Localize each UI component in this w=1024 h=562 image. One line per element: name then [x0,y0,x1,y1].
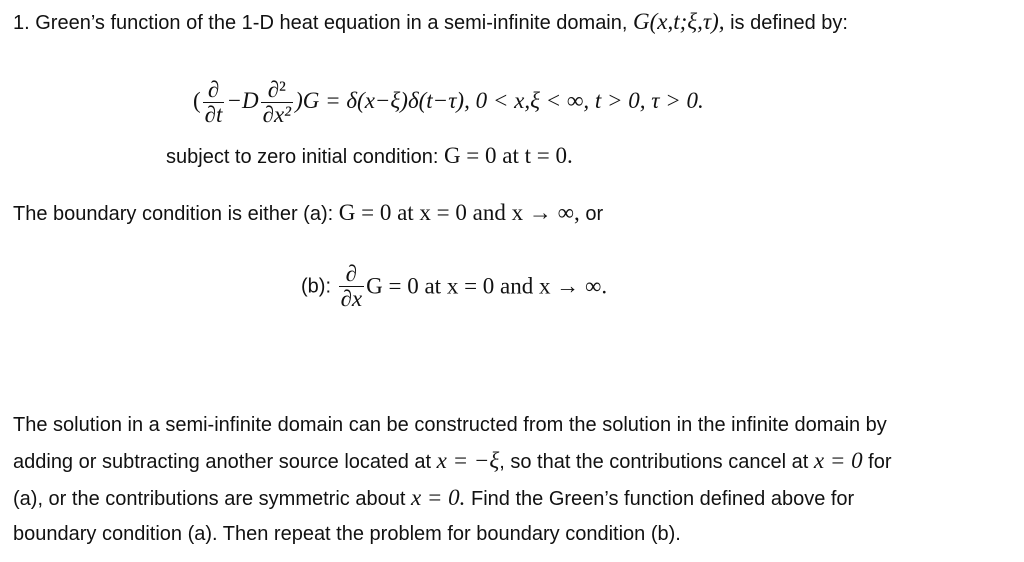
paragraph-text-2a: adding or subtracting another source located at [13,451,432,473]
space-derivative-fraction [261,78,293,127]
boundary-condition-b-line [301,262,607,311]
diffusion-coefficient: −D [226,87,259,113]
space-derivative-numerator: ∂² [261,78,293,103]
open-paren: ( [193,87,201,113]
source-location-math: x = −ξ [436,448,500,473]
paragraph-text-3b: Find the Green’s function defined above for [471,488,855,510]
equation-rhs: )G = δ(x−ξ)δ(t−τ), 0 < x,ξ < ∞, t > 0, τ > 0. [295,87,704,113]
paragraph-text-3a: (a), or the contributions are symmetric about [13,488,406,510]
time-derivative-numerator: ∂ [203,78,225,103]
paragraph-line-3 [13,486,854,511]
boundary-condition-text: The boundary condition is either (a): [13,203,334,225]
symmetry-location-math: x = 0. [410,485,466,510]
initial-condition-label: subject to zero initial condition: [166,146,439,168]
boundary-condition-or: or [585,203,604,225]
cancel-location-math: x = 0 [813,448,863,473]
initial-condition-math: G = 0 at t = 0. [443,143,573,168]
heat-equation [193,78,704,127]
space-derivative-denominator: ∂x² [262,102,292,127]
paragraph-line-2 [13,449,892,474]
paragraph-text-2b: , so that the contributions cancel at [499,451,809,473]
time-derivative-denominator: ∂t [204,102,223,127]
initial-condition-line [166,144,573,169]
problem-intro-text: 1. Green’s function of the 1-D heat equation in a semi-infinite domain, [13,12,628,34]
time-derivative-fraction [203,78,225,127]
greens-function-symbol: G(x,t;ξ,τ), [633,9,725,34]
boundary-condition-a-line [13,201,603,226]
paragraph-line-4 [13,522,681,546]
paragraph-text-4: boundary condition (a). Then repeat the problem for boundary condition (b). [13,523,681,545]
problem-intro-line [13,10,848,35]
boundary-b-numerator: ∂ [339,262,365,287]
boundary-condition-a-math: G = 0 at x = 0 and x → ∞, [338,200,580,225]
problem-intro-tail: is defined by: [730,12,848,34]
boundary-condition-b-math: G = 0 at x = 0 and x → ∞. [366,273,608,299]
paragraph-line-1 [13,413,887,437]
paragraph-text-2c: for [868,451,892,473]
paragraph-text-1: The solution in a semi-infinite domain can be constructed from the solution in the infinite domain by [13,414,887,436]
boundary-condition-b-label: (b): [301,275,331,298]
boundary-b-denominator: ∂x [340,286,363,311]
boundary-b-derivative-fraction [339,262,365,311]
